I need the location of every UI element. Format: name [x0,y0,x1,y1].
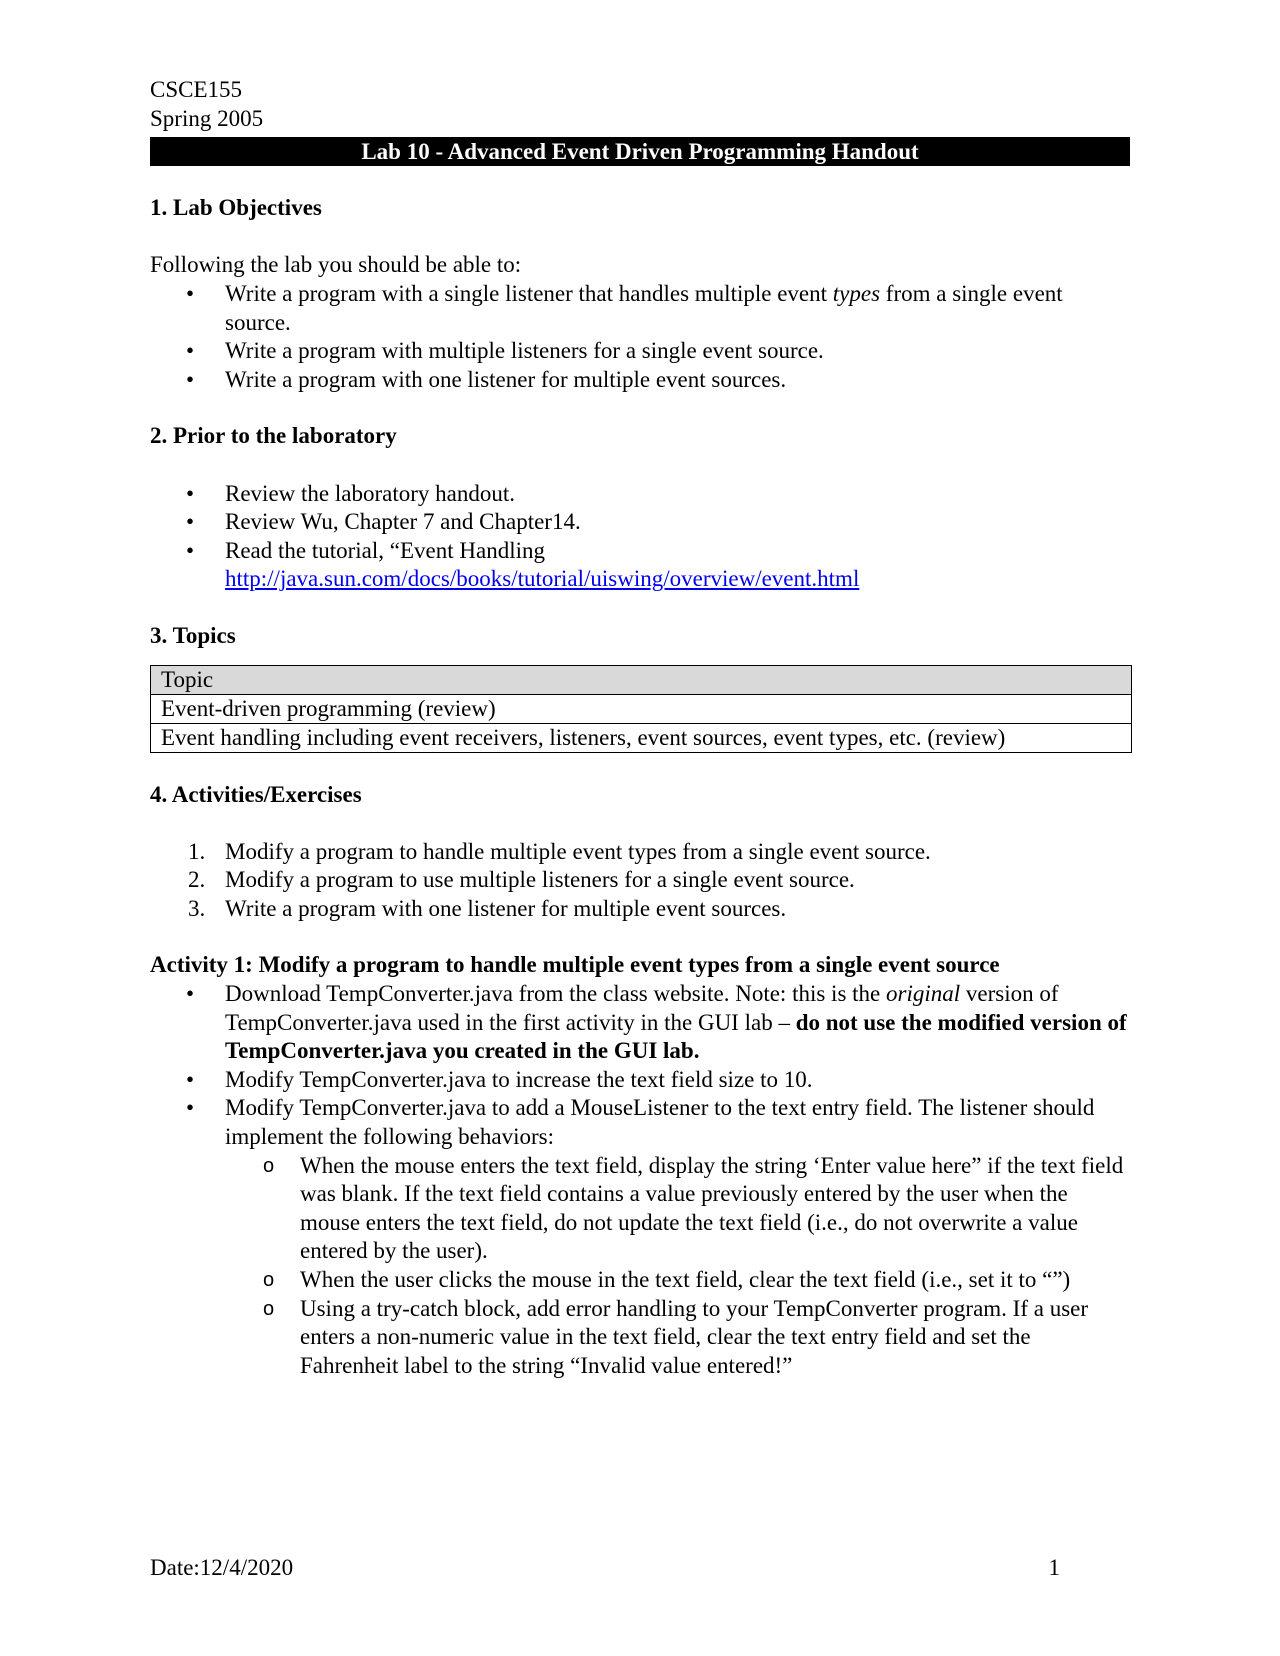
table-row [151,723,1132,752]
activity1-list [150,980,1130,1380]
bullet-icon: • [186,480,195,506]
list-item: • Write a program with multiple listeners for a single event source. [150,337,1130,366]
bullet-icon: • [186,280,195,306]
list-number: 3. [188,895,206,921]
bullet-icon: • [186,981,195,1007]
document-title: Lab 10 - Advanced Event Driven Programming Handout [150,137,1130,166]
topics-table [150,665,1132,753]
table-header-row [151,665,1132,694]
course-term: Spring 2005 [150,105,264,131]
table-cell: Event handling including event receivers, listeners, event sources, event types, etc. (review) [151,723,1132,752]
activities-list [150,838,1130,924]
table-row [151,694,1132,723]
bullet-icon: • [186,1095,195,1121]
course-code: CSCE155 [150,77,243,102]
list-item: • Modify TempConverter.java to add a MouseListener to the text entry field. The listener should implement the following behaviors: o When the mouse enters the text field, display the string ‘Enter value here” if the text field was blank. If the text field contains a value previously entered by the user when the mouse enters the text field, do not update the text field (i.e., do not overwrite a value entered by the user). o When the user clicks the mouse in the text field, clear the text field (i.e., set it to “”) o Using a try-catch block, add error handling to your TempConverter program. If a user enters a non-numeric value in the text field, clear the text entry field and set the Fahrenheit label to the string “Invalid value entered!” [150,1094,1130,1380]
activity1-heading: Activity 1: Modify a program to handle multiple event types from a single event source [150,952,1000,978]
list-item: • Review the laboratory handout. [150,480,1130,509]
list-number: 1. [188,838,206,864]
list-item: o When the mouse enters the text field, display the string ‘Enter value here” if the text field was blank. If the text field contains a value previously entered by the user when the mouse enters the text field, do not update the text field (i.e., do not overwrite a value entered by the user). [263,1152,1124,1264]
list-item: • Download TempConverter.java from the class website. Note: this is the original version of TempConverter.java used in the first activity in the GUI lab – do not use the modified version of TempConverter.java you created in the GUI lab. [186,981,1127,1064]
section-heading-objectives: 1. Lab Objectives [150,195,322,221]
list-item: 2. Modify a program to use multiple listeners for a single event source. [150,866,1130,895]
list-item: 3. Write a program with one listener for multiple event sources. [150,895,1130,924]
list-item: • Write a program with one listener for multiple event sources. [150,366,1130,395]
bullet-icon: • [186,1066,195,1092]
bullet-icon: • [186,366,195,392]
circle-bullet-icon: o [263,1269,275,1291]
bullet-icon: • [186,509,195,535]
list-item: 1. Modify a program to handle multiple event types from a single event source. [150,838,1130,867]
behaviors-list [225,1152,1130,1381]
list-item: o Using a try-catch block, add error handling to your TempConverter program. If a user enters a non-numeric value in the text field, clear the text entry field and set the Fahrenheit label to the string “Invalid value entered!” [263,1295,1089,1378]
footer-date: Date:12/4/2020 [150,1555,294,1580]
list-item: • Read the tutorial, “Event Handling http://java.sun.com/docs/books/tutorial/uiswing/overview/event.html [186,537,860,592]
table-header-cell: Topic [151,665,1132,694]
list-number: 2. [188,867,206,893]
objectives-list [150,280,1130,394]
bullet-icon: • [186,338,195,364]
list-item: • Write a program with a single listener that handles multiple event types from a single event source. [186,280,1063,335]
table-cell: Event-driven programming (review) [151,694,1132,723]
section-heading-prior: 2. Prior to the laboratory [150,423,397,449]
list-item: o When the user clicks the mouse in the text field, clear the text field (i.e., set it to “”) [225,1266,1130,1295]
page-number: 1 [1048,1555,1060,1580]
circle-bullet-icon: o [263,1297,275,1320]
prior-list [150,480,1130,594]
circle-bullet-icon: o [263,1154,275,1177]
document-page [150,76,1130,1380]
page-footer [150,1554,1060,1583]
list-item: • Review Wu, Chapter 7 and Chapter14. [150,508,1130,537]
tutorial-link[interactable]: http://java.sun.com/docs/books/tutorial/uiswing/overview/event.html [225,566,860,592]
list-item: • Modify TempConverter.java to increase the text field size to 10. [150,1066,1130,1095]
bullet-icon: • [186,537,195,563]
section-heading-activities: 4. Activities/Exercises [150,781,362,807]
section-heading-topics: 3. Topics [150,622,236,648]
objectives-intro: Following the lab you should be able to: [150,252,522,278]
